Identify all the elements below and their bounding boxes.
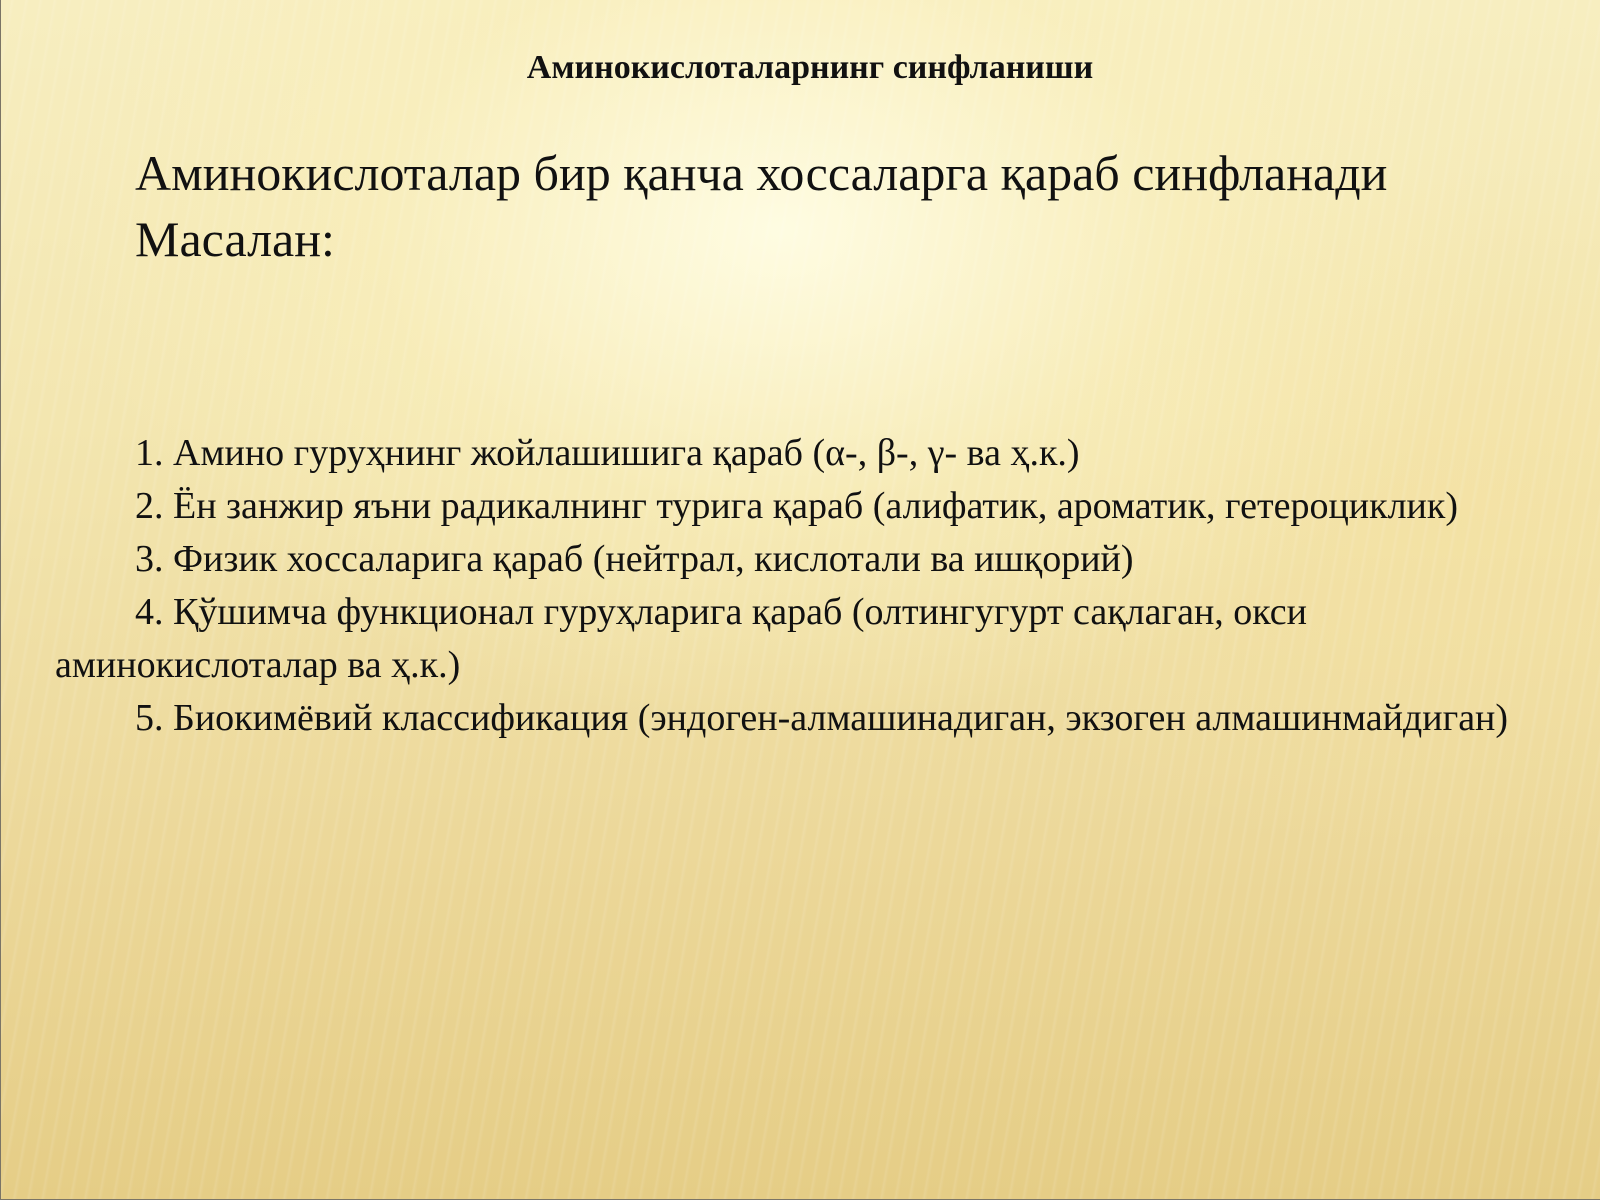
list-item-3: 3. Физик хоссаларига қараб (нейтрал, кислотали ва ишқорий) xyxy=(135,538,1134,580)
list-item-2: 2. Ён занжир яъни радикалнинг турига қараб (алифатик, ароматик, гетероциклик) xyxy=(135,485,1459,527)
list-item-5: 5. Биокимёвий классификация (эндоген-алмашинадиган, экзоген алмашинмайдиган) xyxy=(135,697,1509,739)
intro-text xyxy=(135,140,1575,272)
slide-title: Аминокислоталарнинг синфланиши xyxy=(526,49,1094,86)
list-item-4: 4. Қўшимча функционал гуруҳларига қараб (олтингугурт сақлаган, окси аминокислоталар ва ҳ.к.) xyxy=(55,591,1308,686)
intro-line-2: Масалан: xyxy=(135,211,335,267)
intro-line-1: Аминокислоталар бир қанча хоссаларга қараб синфланади xyxy=(135,145,1388,201)
classification-list xyxy=(55,427,1555,745)
list-item-1: 1. Амино гуруҳнинг жойлашишига қараб (α-, β-, γ- ва ҳ.к.) xyxy=(135,432,1080,474)
